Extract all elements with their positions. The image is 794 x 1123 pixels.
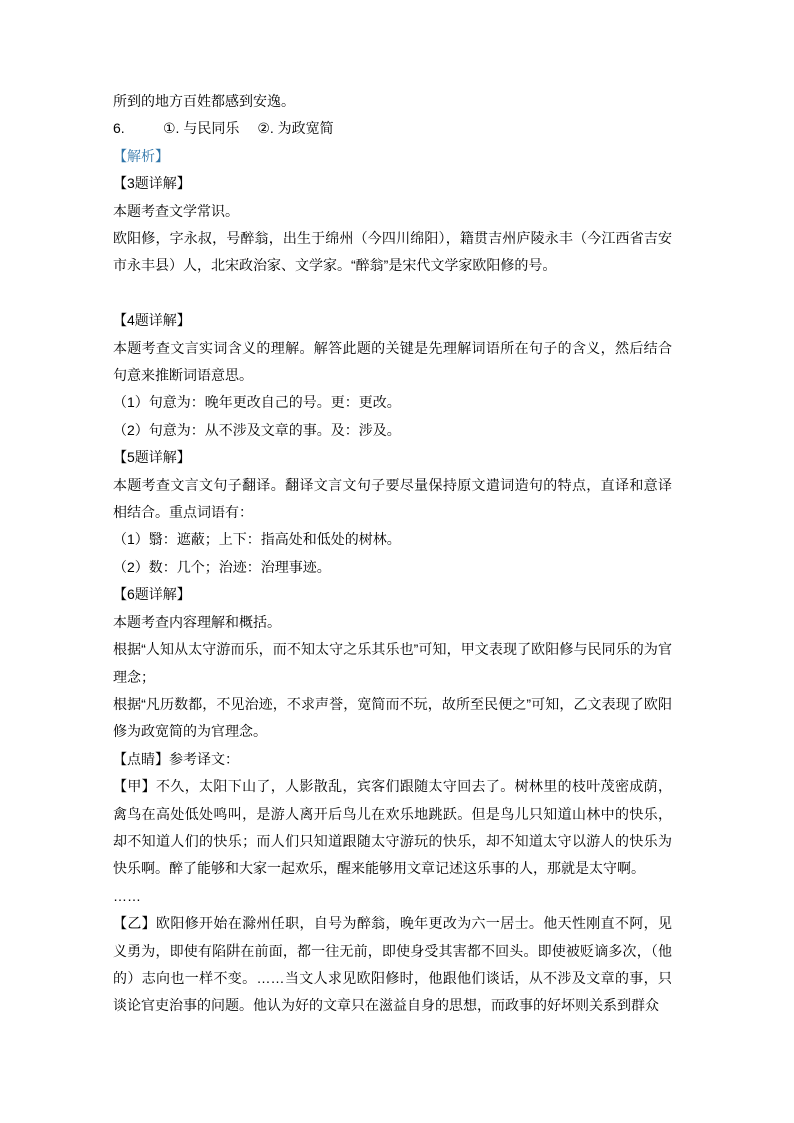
ellipsis-line: …… xyxy=(113,887,141,904)
answer-q6-item-1: ①. 与民同乐 xyxy=(163,120,240,137)
heading-q3-explanation: 【3题详解】 xyxy=(113,175,191,192)
q4-item-1: （1）句意为：晚年更改自己的号。更：更改。 xyxy=(113,394,401,411)
q4-body: 本题考查文言实词含义的理解。解答此题的关键是先理解词语所在句子的含义，然后结合句意来推断词语意思。 xyxy=(113,339,672,384)
answer-q6-number: 6. xyxy=(113,120,125,137)
translation-passage-yi: 【乙】欧阳修开始在滁州任职，自号为醉翁，晚年更改为六一居士。他天性刚直不阿，见义勇为，即使有陷阱在前面，都一往无前，即使身受其害都不回头。即使被贬谪多次，（他的）志向也一样不变。……当文人求见欧阳修时，他跟他们谈话，从不涉及文章的事，只谈论官吏治事的问题。他认为好的文章只在滋益自身的思想，而政事的好坏则关系到群众 xyxy=(113,915,672,1014)
answer-q6-item-2: ②. 为政宽简 xyxy=(257,120,334,137)
q3-body-line-2: 欧阳修，字永叔，号醉翁，出生于绵州（今四川绵阳），籍贯吉州庐陵永丰（今江西省吉安市永丰县）人，北宋政治家、文学家。“醉翁”是宋代文学家欧阳修的号。 xyxy=(113,230,672,274)
blank-line xyxy=(113,280,672,307)
heading-reference-translation: 【点睛】参考译文： xyxy=(113,750,239,767)
q4-item-2: （2）句意为：从不涉及文章的事。及：涉及。 xyxy=(113,421,401,438)
q6-body-line-3: 根据“凡历数都，不见治迹，不求声誉，宽简而不玩，故所至民便之”可知，乙文表现了欧阳修为政宽简的为官理念。 xyxy=(113,695,672,740)
q3-body-line-1: 本题考查文学常识。 xyxy=(113,202,239,219)
q6-body-line-1: 本题考查内容理解和概括。 xyxy=(113,613,281,630)
heading-q4-explanation: 【4题详解】 xyxy=(113,312,191,329)
answer-line-q6 xyxy=(113,115,672,142)
q6-body-line-2: 根据“人知从太守游而乐，而不知太守之乐其乐也”可知，甲文表现了欧阳修与民同乐的为官理念； xyxy=(113,641,672,685)
translation-passage-jia: 【甲】不久，太阳下山了，人影散乱，宾客们跟随太守回去了。树林里的枝叶茂密成荫，禽鸟在高处低处鸣叫，是游人离开后鸟儿在欢乐地跳跃。但是鸟儿只知道山林中的快乐，却不知道人们的快乐；而人们只知道跟随太守游玩的快乐，却不知道太守以游人的快乐为快乐啊。醉了能够和大家一起欢乐，醒来能够用文章记述这乐事的人，那就是太守啊。 xyxy=(113,778,672,877)
section-heading-analysis: 【解析】 xyxy=(113,147,169,164)
q5-item-1: （1）翳：遮蔽；上下：指高处和低处的树林。 xyxy=(113,531,401,548)
paragraph-translation-tail: 所到的地方百姓都感到安逸。 xyxy=(113,93,295,109)
heading-q6-explanation: 【6题详解】 xyxy=(113,586,191,603)
q5-body: 本题考查文言文句子翻译。翻译文言文句子要尽量保持原文遣词造句的特点，直译和意译相结合。重点词语有： xyxy=(113,476,672,521)
heading-q5-explanation: 【5题详解】 xyxy=(113,449,191,466)
q5-item-2: （2）数：几个；治迹：治理事迹。 xyxy=(113,558,331,575)
